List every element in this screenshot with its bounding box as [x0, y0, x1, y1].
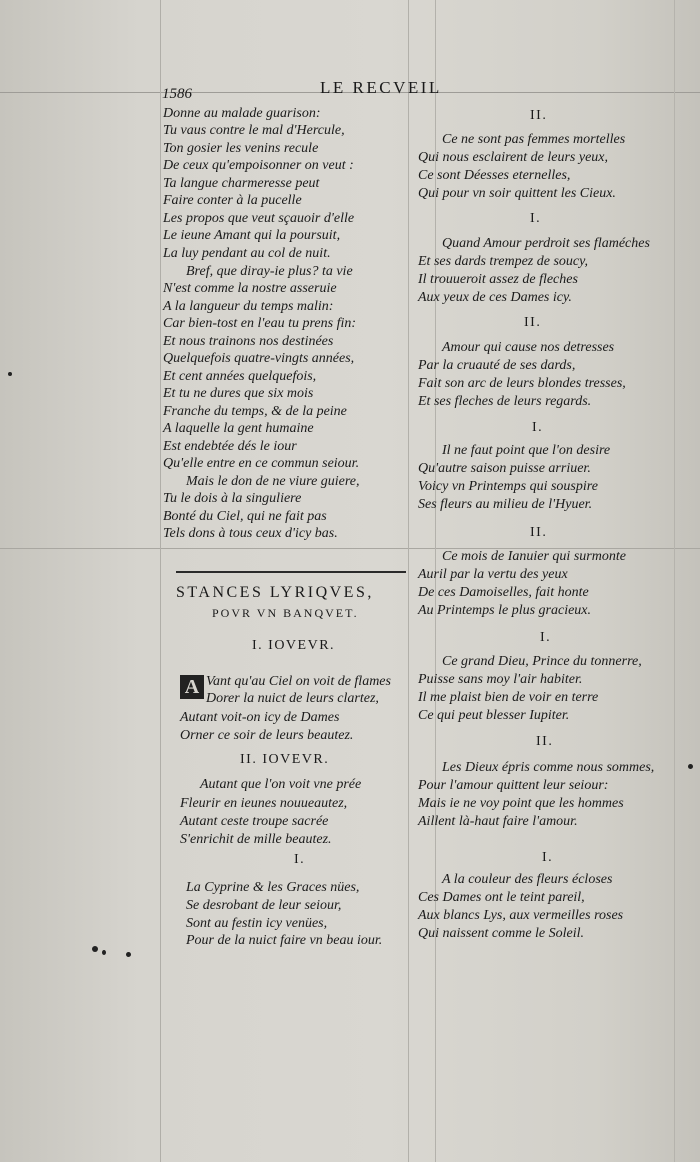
- verse-line: Qui naissent comme le Soleil.: [418, 926, 585, 941]
- verse-line: N'est comme la nostre asseruie: [163, 281, 337, 296]
- verse-line: Orner ce soir de leurs beautez.: [180, 728, 354, 743]
- ink-spot: [92, 946, 98, 952]
- verse-line: Mais le don de ne viure guiere,: [186, 474, 360, 489]
- verse-line: De ces Damoiselles, fait honte: [418, 585, 589, 600]
- verse-line: Et cent années quelquefois,: [163, 369, 317, 384]
- verse-line: Et ses fleches de leurs regards.: [418, 394, 592, 409]
- running-head: LE RECVEIL: [320, 78, 442, 97]
- verse-line: Puisse sans moy l'air habiter.: [418, 672, 583, 687]
- verse-line: Aillent là-haut faire l'amour.: [418, 814, 578, 829]
- ink-spot: [8, 372, 12, 376]
- ink-spot: [688, 764, 693, 769]
- verse-line: Vant qu'au Ciel on voit de flames: [206, 674, 391, 689]
- verse-line: Ses fleurs au milieu de l'Hyuer.: [418, 497, 593, 512]
- verse-line: Ce qui peut blesser Iupiter.: [418, 708, 570, 723]
- section-rule: [176, 571, 406, 573]
- verse-line: Voicy vn Printemps qui souspire: [418, 479, 598, 494]
- verse-line: Dorer la nuict de leurs clartez,: [206, 691, 379, 706]
- verse-line: Sont au festin icy venües,: [186, 916, 328, 931]
- stanza-heading: I.: [294, 852, 306, 867]
- verse-line: Bref, que diray-ie plus? ta vie: [186, 264, 353, 279]
- stanza-heading: I. IOVEVR.: [252, 638, 336, 653]
- verse-line: Quand Amour perdroit ses flaméches: [442, 236, 650, 251]
- verse-line: Fleurir en ieunes nouueautez,: [180, 796, 348, 811]
- verse-line: Car bien-tost en l'eau tu prens fin:: [163, 316, 357, 331]
- fold-line-vertical-left: [160, 0, 161, 1162]
- verse-line: Quelquefois quatre-vingts années,: [163, 351, 355, 366]
- verse-line: Au Printemps le plus gracieux.: [418, 603, 592, 618]
- stanza-heading: I.: [532, 420, 544, 435]
- ink-spot: [126, 952, 131, 957]
- verse-line: Se desrobant de leur seiour,: [186, 898, 342, 913]
- stanza-heading: II.: [536, 734, 554, 749]
- verse-line: Et nous trainons nos destinées: [163, 334, 334, 349]
- verse-line: Et tu ne dures que six mois: [163, 386, 314, 401]
- verse-line: Qu'elle entre en ce commun seiour.: [163, 456, 360, 471]
- verse-line: Aux yeux de ces Dames icy.: [418, 290, 572, 305]
- verse-line: Ce ne sont pas femmes mortelles: [442, 132, 626, 147]
- verse-line: Autant voit-on icy de Dames: [180, 710, 340, 725]
- verse-line: Autant que l'on voit vne prée: [200, 777, 362, 792]
- verse-line: Franche du temps, & de la peine: [163, 404, 347, 419]
- stanza-heading: II. IOVEVR.: [240, 752, 330, 767]
- verse-line: Il trouueroit assez de fleches: [418, 272, 578, 287]
- verse-line: Ce mois de Ianuier qui surmonte: [442, 549, 626, 564]
- drop-capital: A: [180, 675, 204, 699]
- verse-line: Pour l'amour quittent leur seiour:: [418, 778, 609, 793]
- verse-line: Ton gosier les venins recule: [163, 141, 319, 156]
- verse-line: Amour qui cause nos detresses: [442, 340, 615, 355]
- verse-line: Il ne faut point que l'on desire: [442, 443, 611, 458]
- page-number: 1586: [162, 86, 192, 102]
- verse-line: Fait son arc de leurs blondes tresses,: [418, 376, 626, 391]
- verse-line: Auril par la vertu des yeux: [418, 567, 568, 582]
- verse-line: Et ses dards trempez de soucy,: [418, 254, 589, 269]
- verse-line: A laquelle la gent humaine: [163, 421, 314, 436]
- verse-line: Ces Dames ont le teint pareil,: [418, 890, 585, 905]
- verse-line: Bonté du Ciel, qui ne fait pas: [163, 509, 327, 524]
- verse-line: Tels dons à tous ceux d'icy bas.: [163, 526, 338, 541]
- stanza-heading: I.: [530, 211, 542, 226]
- verse-line: La luy pendant au col de nuit.: [163, 246, 331, 261]
- fold-line-vertical-center: [408, 0, 409, 1162]
- verse-line: S'enrichit de mille beautez.: [180, 832, 332, 847]
- verse-line: Le ieune Amant qui la poursuit,: [163, 228, 341, 243]
- poem-subtitle: POVR VN BANQVET.: [212, 606, 359, 620]
- fold-line-vertical-right: [674, 0, 675, 1162]
- verse-line: Qu'autre saison puisse arriuer.: [418, 461, 591, 476]
- verse-line: La Cyprine & les Graces nües,: [186, 880, 360, 895]
- stanza-heading: II.: [524, 315, 542, 330]
- verse-line: A la langueur du temps malin:: [163, 299, 334, 314]
- stanza-heading: II.: [530, 108, 548, 123]
- verse-line: Par la cruauté de ses dards,: [418, 358, 576, 373]
- verse-line: Pour de la nuict faire vn beau iour.: [186, 933, 383, 948]
- verse-line: Les propos que veut sçauoir d'elle: [163, 211, 355, 226]
- verse-line: Est endebtée dés le iour: [163, 439, 297, 454]
- verse-line: Ce grand Dieu, Prince du tonnerre,: [442, 654, 642, 669]
- verse-line: Faire conter à la pucelle: [163, 193, 302, 208]
- verse-line: Donne au malade guarison:: [163, 106, 321, 121]
- verse-line: Autant ceste troupe sacrée: [180, 814, 329, 829]
- stanza-heading: I.: [540, 630, 552, 645]
- poem-title: STANCES LYRIQVES,: [176, 584, 374, 601]
- verse-line: Il me plaist bien de voir en terre: [418, 690, 599, 705]
- verse-line: Ce sont Déesses eternelles,: [418, 168, 571, 183]
- stanza-heading: II.: [530, 525, 548, 540]
- verse-line: Mais ie ne voy point que les hommes: [418, 796, 624, 811]
- verse-line: Qui pour vn soir quittent les Cieux.: [418, 186, 616, 201]
- verse-line: Qui nous esclairent de leurs yeux,: [418, 150, 608, 165]
- verse-line: A la couleur des fleurs écloses: [442, 872, 613, 887]
- verse-line: Ta langue charmeresse peut: [163, 176, 320, 191]
- verse-line: Tu le dois à la singuliere: [163, 491, 302, 506]
- verse-line: Aux blancs Lys, aux vermeilles roses: [418, 908, 624, 923]
- verse-line: Les Dieux épris comme nous sommes,: [442, 760, 655, 775]
- stanza-heading: I.: [542, 850, 554, 865]
- verse-line: Tu vaus contre le mal d'Hercule,: [163, 123, 345, 138]
- verse-line: De ceux qu'empoisonner on veut :: [163, 158, 354, 173]
- ink-spot: [102, 950, 106, 955]
